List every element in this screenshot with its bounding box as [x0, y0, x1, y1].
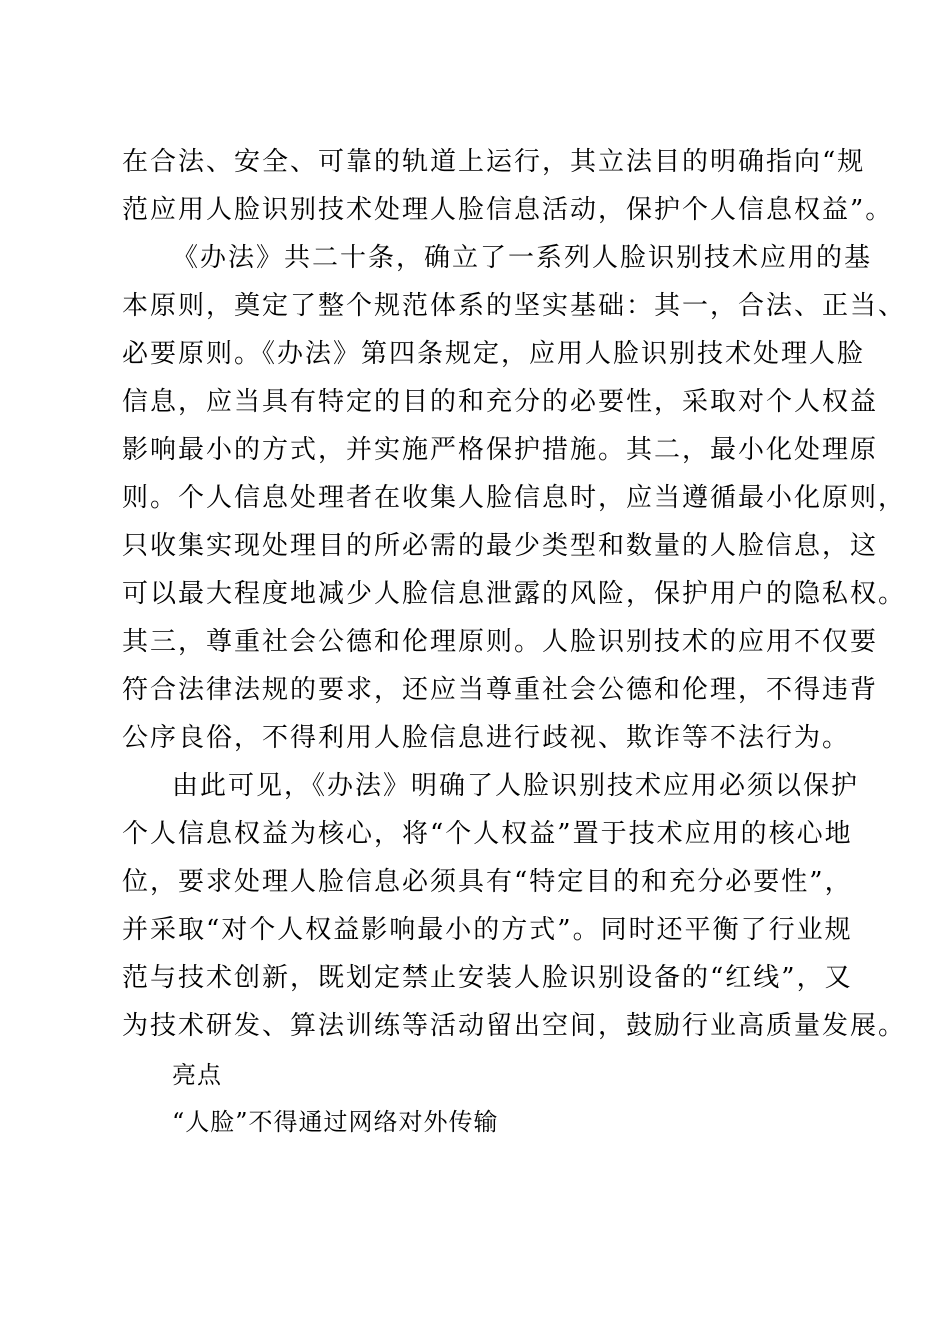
paragraph-line: 范应用人脸识别技术处理人脸信息活动，保护个人信息权益”。 — [122, 195, 894, 225]
paragraph-line: 则。个人信息处理者在收集人脸信息时，应当遵循最小化原则， — [122, 483, 907, 513]
paragraph-line: 范与技术创新，既划定禁止安装人脸识别设备的“红线”，又 — [122, 963, 853, 993]
section-subheading: “人脸”不得通过网络对外传输 — [172, 1108, 499, 1136]
paragraph-line: 由此可见，《办法》明确了人脸识别技术应用必须以保护 — [172, 771, 860, 801]
paragraph-line: 公序良俗，不得利用人脸信息进行歧视、欺诈等不法行为。 — [122, 723, 851, 753]
paragraph-line: 其三，尊重社会公德和伦理原则。人脸识别技术的应用不仅要 — [122, 627, 879, 657]
paragraph-line: 个人信息权益为核心，将“个人权益”置于技术应用的核心地 — [122, 819, 853, 849]
paragraph-line: 必要原则。《办法》第四条规定，应用人脸识别技术处理人脸 — [122, 339, 866, 369]
paragraph-line: 《办法》共二十条，确立了一系列人脸识别技术应用的基 — [172, 243, 873, 273]
paragraph-line: 只收集实现处理目的所必需的最少类型和数量的人脸信息，这 — [122, 531, 879, 561]
paragraph-line: 并采取“对个人权益影响最小的方式”。同时还平衡了行业规 — [122, 915, 853, 945]
paragraph-line: 符合法律法规的要求，还应当尊重社会公德和伦理，不得违背 — [122, 675, 879, 705]
section-heading: 亮点 — [172, 1061, 222, 1089]
paragraph-line: 影响最小的方式，并实施严格保护措施。其二，最小化处理原 — [122, 435, 879, 465]
paragraph-line: 为技术研发、算法训练等活动留出空间，鼓励行业高质量发展。 — [122, 1011, 907, 1041]
paragraph-line: 在合法、安全、可靠的轨道上运行，其立法目的明确指向“规 — [122, 147, 866, 177]
paragraph-line: 可以最大程度地减少人脸信息泄露的风险，保护用户的隐私权。 — [122, 579, 907, 609]
paragraph-line: 信息，应当具有特定的目的和充分的必要性，采取对个人权益 — [122, 387, 879, 417]
paragraph-line: 本原则，奠定了整个规范体系的坚实基础：其一，合法、正当、 — [122, 291, 907, 321]
paragraph-line: 位，要求处理人脸信息必须具有“特定目的和充分必要性”， — [122, 867, 853, 897]
